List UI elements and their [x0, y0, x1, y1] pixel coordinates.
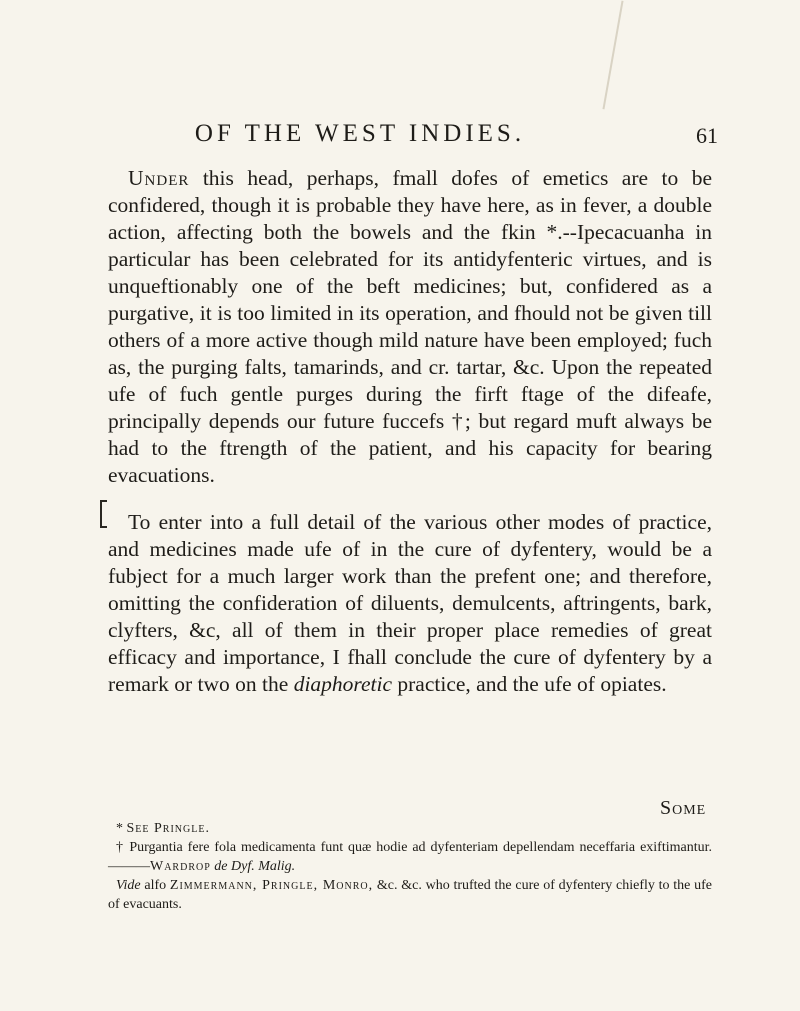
footnote-2 — [108, 838, 712, 876]
paragraph-1-text: this head, perhaps, fmall dofes of emetics are to be confidered, though it is probable they have here, as in fever, a double action, affecting both the bowels and the fkin *.--Ipecacuanha in particular has been celebrated for its antidyfenteric virtues, and is unqueftionably one of the beft medicines; but, confidered as a purgative, it is too limited in its operation, and fhould not be given till others of a more active though mild nature have been employed; fuch as, the purging falts, tamarinds, and cr. tartar, &c. Upon the repeated ufe of fuch gentle purges during the firft ftage of the difeafe, principally depends our future fuccefs †; but regard muft always be had to the ftrength of the patient, and his capacity for bearing evacuations. — [108, 166, 712, 487]
footnote-3-rest: &c. &c. who trufted the cure of dyfentery chiefly to the ufe of evacuants. — [108, 878, 712, 912]
running-head — [0, 120, 800, 150]
paragraph-2-text-after: practice, and the ufe of opiates. — [392, 672, 667, 696]
footnote-3-text: alfo — [140, 878, 170, 893]
paragraph-2-italic: diaphoretic — [293, 672, 393, 696]
footnote-2-dash: ——— — [108, 859, 150, 874]
footnote-2-author: Wardrop — [150, 859, 211, 874]
paragraph-lead-word: Under — [128, 166, 190, 190]
footnote-2-text: Purgantia fere fola medicamenta funt quæ hodie ad dyfenteriam depellendam neceffaria exiftimantur. — [129, 840, 712, 855]
footnote-2-cite: de Dyf. Malig. — [214, 859, 296, 874]
footnote-mark: * — [116, 821, 123, 836]
paragraph-2 — [108, 509, 712, 698]
main-text — [108, 165, 712, 698]
running-title: OF THE WEST INDIES. — [194, 120, 526, 147]
footnotes — [108, 819, 712, 914]
footnote-3-vide: Vide — [116, 878, 141, 893]
footnote-1 — [108, 819, 712, 838]
margin-bracket — [100, 500, 107, 528]
paragraph-1 — [108, 165, 712, 489]
catchword: Some — [660, 797, 707, 819]
footnote-3-authors: Zimmermann, Pringle, Monro, — [169, 878, 374, 893]
paragraph-2-text-before: To enter into a full detail of the various other modes of practice, and medicines made ufe of in the cure of dyfentery, would be a fubject for a much larger work than the prefent one; and therefore, omitting the confideration of diluents, demulcents, aftringents, bark, clyfters, &c, all of them in their proper place remedies of great efficacy and importance, I fhall conclude the cure of dyfentery by a remark or two on the — [108, 510, 712, 696]
footnote-mark: † — [116, 840, 125, 855]
page-number: 61 — [696, 123, 718, 148]
footnote-1-author: See Pringle. — [126, 821, 210, 836]
paper-crease — [602, 1, 623, 110]
footnote-3 — [108, 876, 712, 914]
